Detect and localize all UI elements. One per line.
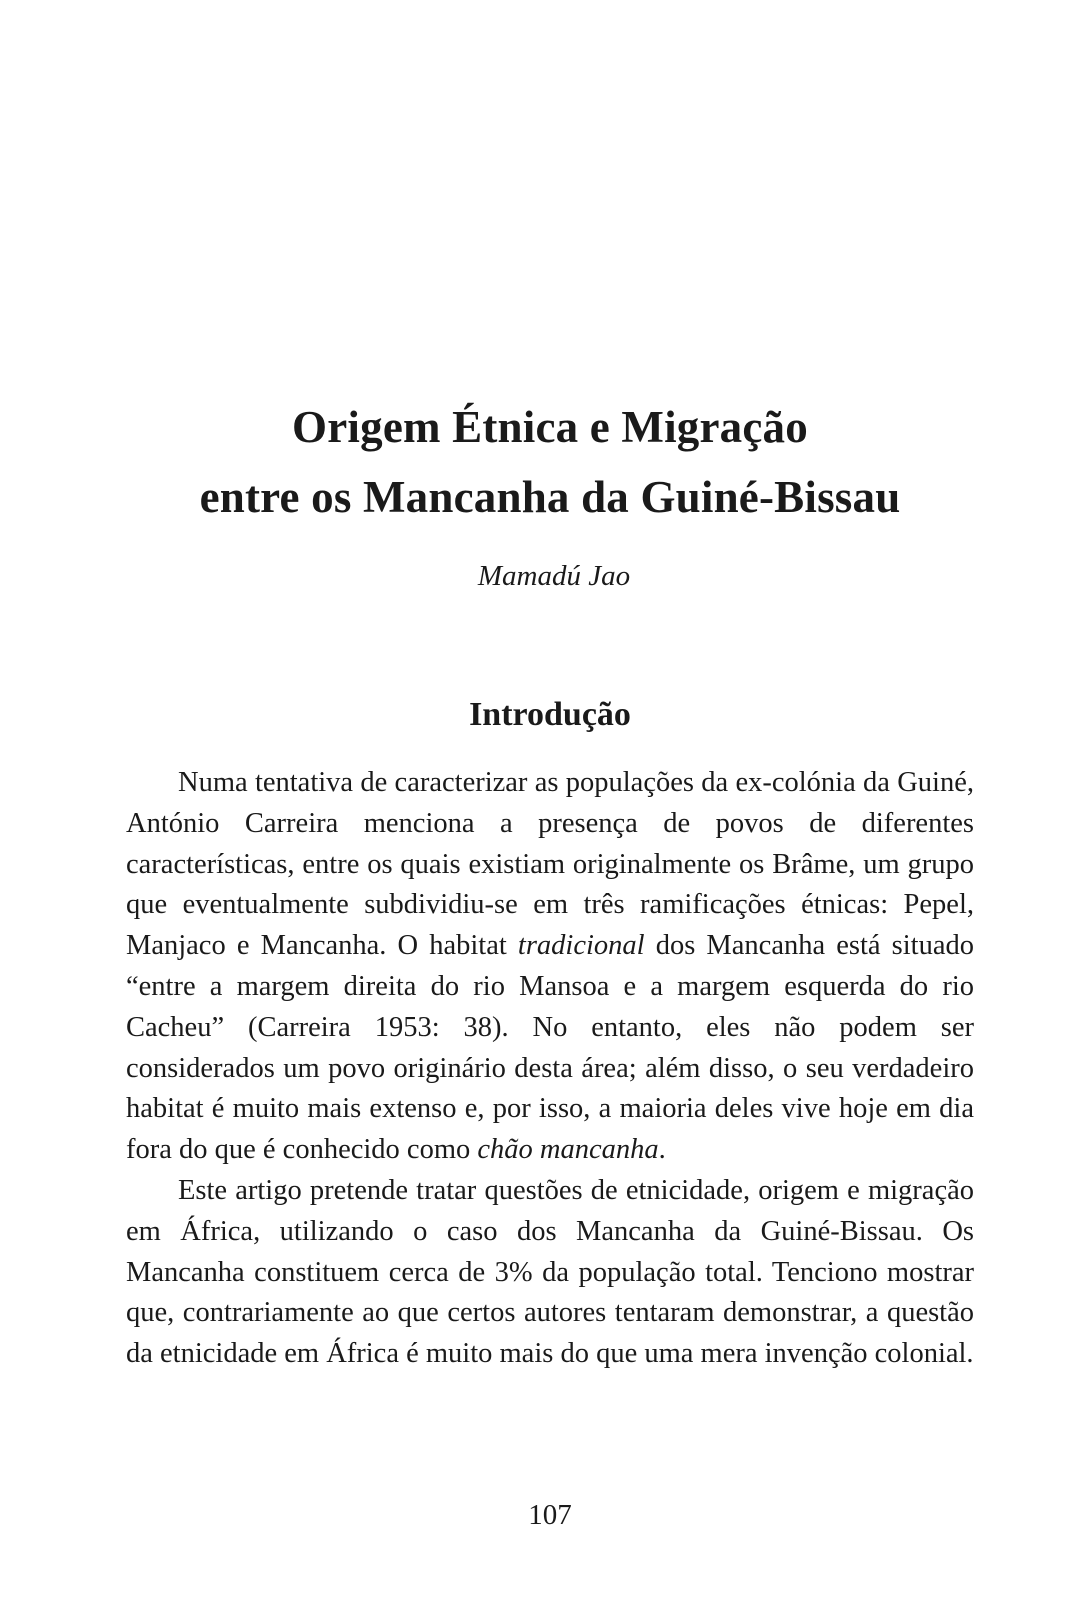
- article-title: [0, 392, 1088, 532]
- body-text: [126, 763, 974, 1375]
- paragraph-2: Este artigo pretende tratar questões de etnicidade, origem e migração em África, utilizando o caso dos Mancanha da Guiné-Bissau. Os Mancanha constituem cerca de 3% da população total. Tenciono mostrar que, contrariamente ao que certos autores tentaram demonstrar, a questão da etnicidade em África é muito mais do que uma mera invenção colonial.: [126, 1174, 974, 1370]
- title-line-2: entre os Mancanha da Guiné-Bissau: [199, 472, 901, 522]
- page-number: 107: [528, 1499, 572, 1531]
- title-line-1: Origem Étnica e Migração: [292, 402, 808, 452]
- author-name: Mamadú Jao: [477, 560, 631, 592]
- paragraph-1-part-c: .: [658, 1134, 666, 1166]
- paragraph-1-part-a: Numa tentativa de caracterizar as populações da ex-colónia da Guiné, António Carreira menciona a presença de povos de diferentes características, entre os quais existiam originalmente os Brâme, um grupo que eventualmente subdividiu-se em três ramificações étnicas: Pepel, Manjaco e Mancanha. O habitat: [126, 767, 974, 962]
- paragraph-1: [126, 763, 974, 1171]
- emphasis-tradicional: tradicional: [517, 930, 645, 962]
- paragraph-1-part-b: dos Mancanha está situado “entre a margem direita do rio Mansoa e a margem esquerda do rio Cacheu” (Carreira 1953: 38). No entanto, eles não podem ser considerados um povo originário desta área; além disso, o seu verdadeiro habitat é muito mais extenso e, por isso, a maioria deles vive hoje em dia fora do que é conhecido como: [126, 930, 974, 1166]
- emphasis-chao-mancanha: chão mancanha: [477, 1134, 659, 1166]
- section-heading: Introdução: [469, 696, 631, 733]
